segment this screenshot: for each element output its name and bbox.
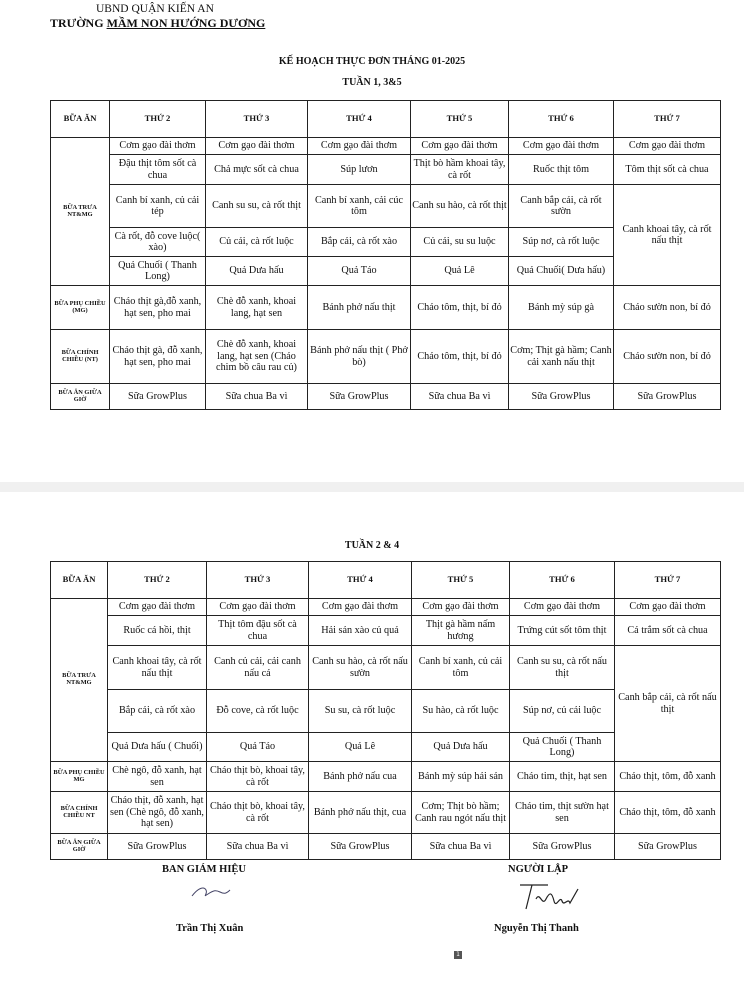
menu-cell: Sữa GrowPlus [309, 834, 412, 860]
menu-cell: Quả Lê [309, 733, 412, 762]
menu-cell: Canh su hào, cà rốt thịt [411, 185, 509, 228]
week2-label: TUẦN 2 & 4 [344, 540, 400, 551]
menu-cell: Bắp cải, cà rốt xào [308, 228, 411, 257]
page-gap [0, 482, 744, 492]
meal-label-afternoon-snack: BỮA PHỤ CHIỀU MG [51, 762, 108, 792]
day-header: THỨ 6 [510, 562, 615, 599]
menu-cell: Thịt tôm đậu sốt cà chua [207, 616, 309, 646]
district-name: UBND QUẬN KIẾN AN [96, 3, 214, 15]
menu-cell: Canh su su, cà rốt nấu thịt [510, 646, 615, 690]
table-row [51, 185, 721, 228]
menu-cell: Quả Chuối( Dưa hấu) [509, 257, 614, 286]
menu-cell: Sữa GrowPlus [110, 384, 206, 410]
menu-cell: Đậu thịt tôm sốt cà chua [110, 155, 206, 185]
table-header-row [51, 101, 721, 138]
menu-cell: Đỗ cove, cà rốt luộc [207, 690, 309, 733]
menu-cell: Cơm gạo đài thơm [615, 599, 721, 616]
menu-cell: Tôm thịt sốt cà chua [614, 155, 721, 185]
table-row [51, 616, 721, 646]
menu-cell: Quả Dưa hấu [412, 733, 510, 762]
menu-cell: Súp nơ, củ cải luộc [510, 690, 615, 733]
week1-menu-table [50, 100, 721, 410]
meal-label-lunch: BỮA TRƯA NT&MG [51, 138, 110, 286]
principal-signature [186, 882, 236, 904]
menu-cell: Sữa chua Ba vì [207, 834, 309, 860]
menu-cell: Sữa GrowPlus [308, 384, 411, 410]
page-1 [0, 0, 744, 482]
menu-cell: Quả Dưa hấu ( Chuối) [108, 733, 207, 762]
menu-cell: Cháo thịt bò, khoai tây, cà rốt [207, 762, 309, 792]
menu-cell: Cháo thịt, tôm, đỗ xanh [615, 792, 721, 834]
week1-label: TUẦN 1, 3&5 [342, 77, 402, 88]
day-header: THỨ 5 [412, 562, 510, 599]
table-row [51, 834, 721, 860]
menu-cell: Quả Dưa hấu [206, 257, 308, 286]
menu-cell: Cháo thịt, đỗ xanh, hạt sen (Chè ngô, đỗ xanh, hạt sen) [108, 792, 207, 834]
day-header: THỨ 5 [411, 101, 509, 138]
table-row [51, 330, 721, 384]
menu-cell: Sữa chua Ba vì [411, 384, 509, 410]
table-row [51, 792, 721, 834]
table-header-row [51, 562, 721, 599]
table-row [51, 286, 721, 330]
menu-cell: Cơm gạo đài thơm [206, 138, 308, 155]
menu-cell: Cơm gạo đài thơm [509, 138, 614, 155]
menu-cell: Bánh phở nấu thịt [308, 286, 411, 330]
creator-name: Nguyễn Thị Thanh [494, 923, 579, 934]
menu-cell: Cơm gạo đài thơm [412, 599, 510, 616]
day-header: THỨ 4 [309, 562, 412, 599]
menu-cell: Súp nơ, cà rốt luộc [509, 228, 614, 257]
menu-cell: Canh su su, cà rốt thịt [206, 185, 308, 228]
menu-cell: Bắp cải, cà rốt xào [108, 690, 207, 733]
menu-cell: Cơm; Thịt bò hầm; Canh rau ngót nấu thịt [412, 792, 510, 834]
menu-cell: Quả Chuối ( Thanh Long) [110, 257, 206, 286]
menu-cell: Cơm gạo đài thơm [110, 138, 206, 155]
menu-cell: Quả Chuối ( Thanh Long) [510, 733, 615, 762]
menu-cell: Sữa GrowPlus [615, 834, 721, 860]
day-header: THỨ 6 [509, 101, 614, 138]
meal-label-midday: BỮA ĂN GIỮA GIỜ [51, 834, 108, 860]
menu-cell: Chả mực sốt cà chua [206, 155, 308, 185]
col-meal-header: BỮA ĂN [51, 101, 110, 138]
menu-cell: Canh củ cải, cải canh nấu cá [207, 646, 309, 690]
menu-cell: Chè đỗ xanh, khoai lang, hạt sen (Cháo chim bồ câu rau củ) [206, 330, 308, 384]
table-row [51, 599, 721, 616]
document-title: KẾ HOẠCH THỰC ĐƠN THÁNG 01-2025 [278, 56, 466, 67]
menu-cell: Canh bí xanh, củ cải tép [110, 185, 206, 228]
menu-cell: Quả Táo [308, 257, 411, 286]
menu-cell: Sữa GrowPlus [510, 834, 615, 860]
menu-cell: Chè đỗ xanh, khoai lang, hạt sen [206, 286, 308, 330]
table-row [51, 762, 721, 792]
menu-cell: Củ cải, su su luộc [411, 228, 509, 257]
menu-cell: Củ cải, cà rốt luộc [206, 228, 308, 257]
menu-cell: Quả Táo [207, 733, 309, 762]
menu-cell: Cháo tim, thịt sườn hạt sen [510, 792, 615, 834]
menu-cell: Su su, cà rốt luộc [309, 690, 412, 733]
table-row [51, 155, 721, 185]
day-header: THỨ 3 [207, 562, 309, 599]
school-name-underlined: MẦM NON HƯỚNG DƯƠNG [106, 16, 266, 30]
day-header: THỨ 2 [110, 101, 206, 138]
menu-cell: Bánh phở nấu thịt ( Phở bò) [308, 330, 411, 384]
menu-cell: Bánh phở nấu cua [309, 762, 412, 792]
meal-label-afternoon-snack: BỮA PHỤ CHIỀU (MG) [51, 286, 110, 330]
school-name [50, 16, 265, 31]
menu-cell: Canh bắp cải, cà rốt nấu thịt [615, 646, 721, 762]
menu-cell: Cà rốt, đỗ cove luộc( xào) [110, 228, 206, 257]
menu-cell: Sữa chua Ba vì [412, 834, 510, 860]
menu-cell: Ruốc thịt tôm [509, 155, 614, 185]
page-2 [0, 492, 744, 1000]
menu-cell: Cơm gạo đài thơm [309, 599, 412, 616]
menu-cell: Súp lươn [308, 155, 411, 185]
meal-label-afternoon-main: BỮA CHÍNH CHIỀU (NT) [51, 330, 110, 384]
meal-label-midday: BỮA ĂN GIỮA GIỜ [51, 384, 110, 410]
menu-cell: Canh su hào, cà rốt nấu sườn [309, 646, 412, 690]
menu-cell: Cháo thịt gà,đỗ xanh, hạt sen, pho mai [110, 286, 206, 330]
menu-cell: Bánh mỳ súp gà [509, 286, 614, 330]
menu-cell: Bánh phở nấu thịt, cua [309, 792, 412, 834]
table-row [51, 138, 721, 155]
day-header: THỨ 7 [615, 562, 721, 599]
day-header: THỨ 3 [206, 101, 308, 138]
day-header: THỨ 7 [614, 101, 721, 138]
menu-cell: Cơm gạo đài thơm [614, 138, 721, 155]
menu-cell: Cháo tôm, thịt, bí đỏ [411, 330, 509, 384]
menu-cell: Sữa GrowPlus [614, 384, 721, 410]
menu-cell: Cơm; Thịt gà hầm; Canh cải xanh nấu thịt [509, 330, 614, 384]
menu-cell: Sữa chua Ba vì [206, 384, 308, 410]
menu-cell: Cá trắm sốt cà chua [615, 616, 721, 646]
meal-label-lunch: BỮA TRƯA NT&MG [51, 599, 108, 762]
menu-cell: Cháo thịt, tôm, đỗ xanh [615, 762, 721, 792]
menu-cell: Canh khoai tây, cà rốt nấu thịt [614, 185, 721, 286]
week2-menu-table [50, 561, 721, 860]
menu-cell: Canh khoai tây, cà rốt nấu thịt [108, 646, 207, 690]
menu-cell: Thịt gà hầm nấm hương [412, 616, 510, 646]
table-row [51, 646, 721, 690]
principal-name: Trần Thị Xuân [176, 923, 244, 934]
menu-cell: Cháo sườn non, bí đỏ [614, 286, 721, 330]
menu-cell: Cơm gạo đài thơm [207, 599, 309, 616]
school-prefix: TRƯỜNG [50, 16, 107, 30]
menu-cell: Canh bắp cải, cà rốt sườn [509, 185, 614, 228]
menu-cell: Sữa GrowPlus [108, 834, 207, 860]
menu-cell: Chè ngô, đỗ xanh, hạt sen [108, 762, 207, 792]
menu-cell: Su hào, cà rốt luộc [412, 690, 510, 733]
menu-cell: Cháo tôm, thịt, bí đỏ [411, 286, 509, 330]
menu-cell: Cháo tim, thịt, hạt sen [510, 762, 615, 792]
menu-cell: Thịt bò hầm khoai tây, cà rốt [411, 155, 509, 185]
menu-cell: Trứng cút sốt tôm thịt [510, 616, 615, 646]
menu-cell: Hải sản xào củ quả [309, 616, 412, 646]
menu-cell: Canh bí xanh, củ cải tôm [412, 646, 510, 690]
menu-cell: Quả Lê [411, 257, 509, 286]
meal-label-afternoon-main: BỮA CHÍNH CHIỀU NT [51, 792, 108, 834]
menu-cell: Cháo thịt bò, khoai tây, cà rốt [207, 792, 309, 834]
menu-cell: Bánh mỳ súp hải sản [412, 762, 510, 792]
page-number: 1 [454, 951, 462, 959]
creator-title: NGƯỜI LẬP [508, 864, 568, 875]
menu-cell: Sữa GrowPlus [509, 384, 614, 410]
table-row [51, 384, 721, 410]
menu-cell: Cơm gạo đài thơm [411, 138, 509, 155]
menu-cell: Canh bí xanh, cải cúc tôm [308, 185, 411, 228]
principal-title: BAN GIÁM HIỆU [162, 864, 247, 875]
menu-cell: Cơm gạo đài thơm [308, 138, 411, 155]
menu-cell: Cháo thịt gà, đỗ xanh, hạt sen, pho mai [110, 330, 206, 384]
menu-cell: Cơm gạo đài thơm [108, 599, 207, 616]
day-header: THỨ 4 [308, 101, 411, 138]
day-header: THỨ 2 [108, 562, 207, 599]
menu-cell: Cháo sườn non, bí đỏ [614, 330, 721, 384]
col-meal-header: BỮA ĂN [51, 562, 108, 599]
menu-cell: Cơm gạo đài thơm [510, 599, 615, 616]
menu-cell: Ruốc cá hồi, thịt [108, 616, 207, 646]
creator-signature [508, 879, 588, 915]
